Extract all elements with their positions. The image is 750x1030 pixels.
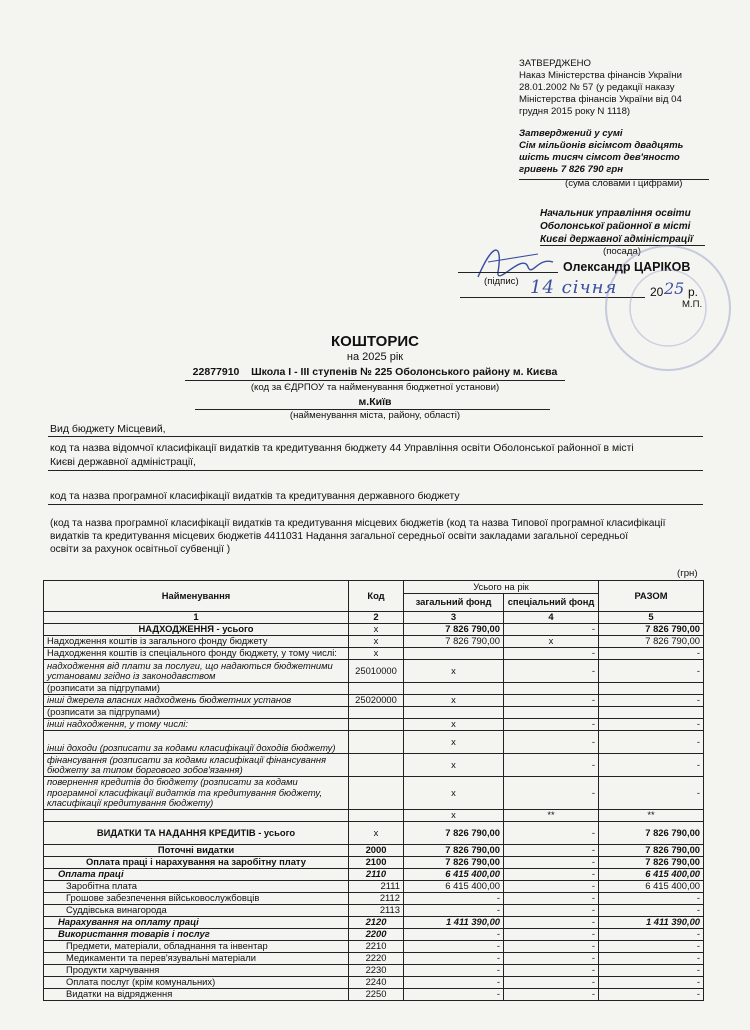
row-general: х <box>404 777 504 810</box>
unit-label: (грн) <box>677 568 698 579</box>
institution-line <box>0 366 750 378</box>
row-special: - <box>504 893 599 905</box>
row-total: 6 415 400,00 <box>599 881 704 893</box>
row-name: надходження від плати за послуги, що надаються бюджетними установами згідно із законодавством <box>44 660 349 683</box>
row-name: Оплата праці і нарахування на заробітну плату <box>44 857 349 869</box>
row-special: - <box>504 929 599 941</box>
row-code <box>349 707 404 719</box>
table-row <box>44 989 704 1001</box>
row-general: х <box>404 660 504 683</box>
row-general: 7 826 790,00 <box>404 624 504 636</box>
row-general: 7 826 790,00 <box>404 857 504 869</box>
row-total <box>599 683 704 695</box>
approval-block <box>519 58 719 176</box>
row-code <box>349 810 404 822</box>
row-name: Грошове забезпечення військовослужбовців <box>44 893 349 905</box>
row-total: 7 826 790,00 <box>599 857 704 869</box>
row-code: 2000 <box>349 845 404 857</box>
position-caption: (посада) <box>603 246 641 257</box>
budget-type: Вид бюджету Місцевий, <box>50 423 166 435</box>
row-general: - <box>404 953 504 965</box>
row-code: 2113 <box>349 905 404 917</box>
row-special: - <box>504 869 599 881</box>
row-general: - <box>404 977 504 989</box>
header-general: загальний фонд <box>404 593 504 611</box>
row-total: - <box>599 893 704 905</box>
row-total: ** <box>599 810 704 822</box>
amount-caption: (сума словами і цифрами) <box>565 178 683 189</box>
row-name: фінансування (розписати за кодами класифікації фінансування бюджету за типом боргового зобов'язання) <box>44 754 349 777</box>
row-code: 25020000 <box>349 695 404 707</box>
row-code: 2100 <box>349 857 404 869</box>
program-state: код та назва програмної класифікації видатків та кредитування державного бюджету <box>50 491 460 502</box>
table-row <box>44 636 704 648</box>
row-name: Надходження коштів із загального фонду бюджету <box>44 636 349 648</box>
row-code: 2240 <box>349 977 404 989</box>
col-number: 2 <box>349 612 404 624</box>
table-row <box>44 810 704 822</box>
table-row <box>44 941 704 953</box>
table-row <box>44 624 704 636</box>
row-name: НАДХОДЖЕННЯ - усього <box>44 624 349 636</box>
doc-subtitle: на 2025 рік <box>346 351 404 363</box>
table-row <box>44 719 704 731</box>
row-special: - <box>504 881 599 893</box>
table-row <box>44 731 704 754</box>
position-line: Києві державної адміністрації <box>540 234 693 245</box>
table-row <box>44 977 704 989</box>
row-special: - <box>504 777 599 810</box>
row-name: Продукти харчування <box>44 965 349 977</box>
row-name: Заробітна плата <box>44 881 349 893</box>
row-total: - <box>599 929 704 941</box>
table-row <box>44 965 704 977</box>
table-row <box>44 929 704 941</box>
row-special <box>504 683 599 695</box>
edrpou-code: 22877910 <box>192 366 240 378</box>
table-row <box>44 695 704 707</box>
row-name: (розписати за підгрупами) <box>44 707 349 719</box>
row-special: - <box>504 857 599 869</box>
row-general: - <box>404 941 504 953</box>
row-name: Медикаменти та перев'язувальні матеріали <box>44 953 349 965</box>
row-name: (розписати за підгрупами) <box>44 683 349 695</box>
table-header-row <box>44 581 704 594</box>
row-special: - <box>504 660 599 683</box>
row-general: х <box>404 731 504 754</box>
row-code: 2200 <box>349 929 404 941</box>
row-special: - <box>504 965 599 977</box>
row-general: - <box>404 929 504 941</box>
header-special: спеціальний фонд <box>504 593 599 611</box>
amount-words-line: Сім мільйонів вісімсот двадцять <box>519 140 684 151</box>
row-general: - <box>404 905 504 917</box>
row-special: - <box>504 822 599 845</box>
row-general: х <box>404 810 504 822</box>
row-total: 6 415 400,00 <box>599 869 704 881</box>
table-row <box>44 905 704 917</box>
estimate-table <box>43 580 704 1001</box>
row-special: - <box>504 989 599 1001</box>
row-name: інші надходження, у тому числі: <box>44 719 349 731</box>
row-name: Надходження коштів із спеціального фонду бюджету, у тому числі: <box>44 648 349 660</box>
row-name: інші джерела власних надходжень бюджетних установ <box>44 695 349 707</box>
row-total <box>599 707 704 719</box>
row-total: 7 826 790,00 <box>599 636 704 648</box>
row-general: - <box>404 965 504 977</box>
table-row <box>44 648 704 660</box>
date-handwritten: 14 січня <box>530 277 618 298</box>
row-total: 7 826 790,00 <box>599 822 704 845</box>
table-row <box>44 869 704 881</box>
approval-order-line: Наказ Міністерства фінансів України <box>519 70 682 81</box>
column-number-row <box>44 612 704 624</box>
row-special: - <box>504 754 599 777</box>
dept-line-2: Києві державної адміністрації, <box>50 457 196 468</box>
amount-words-line: гривень 7 826 790 грн <box>519 164 624 175</box>
row-general: 1 411 390,00 <box>404 917 504 929</box>
col-number: 1 <box>44 612 349 624</box>
row-total: - <box>599 660 704 683</box>
year-prefix: 20 <box>650 285 664 299</box>
program-local-line-1: (код та назва програмної класифікації видатків та кредитування місцевих бюджетів (код та назва Типової програмної класифікації <box>50 518 666 529</box>
row-name: інші доходи (розписати за кодами класифікації доходів бюджету) <box>44 731 349 754</box>
row-total: - <box>599 731 704 754</box>
row-total: - <box>599 777 704 810</box>
row-special: - <box>504 917 599 929</box>
row-general <box>404 648 504 660</box>
row-name: Нарахування на оплату праці <box>44 917 349 929</box>
table-row <box>44 857 704 869</box>
approval-title: ЗАТВЕРДЖЕНО <box>519 58 592 69</box>
program-local-line-3: освіти за рахунок освітньої субвенції ) <box>50 544 231 555</box>
row-total: - <box>599 965 704 977</box>
doc-title: КОШТОРИС <box>331 333 419 350</box>
row-special: - <box>504 624 599 636</box>
amount-words-line: шість тисяч сімсот дев'яносто <box>519 152 680 163</box>
city: м.Київ <box>358 396 392 408</box>
table-row <box>44 707 704 719</box>
row-code: 2111 <box>349 881 404 893</box>
row-name: Видатки на відрядження <box>44 989 349 1001</box>
row-total: - <box>599 941 704 953</box>
row-code: х <box>349 822 404 845</box>
col-number: 4 <box>504 612 599 624</box>
row-special: - <box>504 719 599 731</box>
table-row <box>44 917 704 929</box>
row-general: - <box>404 989 504 1001</box>
row-name: Оплата послуг (крім комунальних) <box>44 977 349 989</box>
row-name <box>44 810 349 822</box>
row-code <box>349 777 404 810</box>
row-general <box>404 707 504 719</box>
approved-sum-label: Затверджений у сумі <box>519 128 623 139</box>
row-code: 2110 <box>349 869 404 881</box>
table-row <box>44 881 704 893</box>
row-code: х <box>349 624 404 636</box>
row-name: ВИДАТКИ ТА НАДАННЯ КРЕДИТІВ - усього <box>44 822 349 845</box>
row-total: 7 826 790,00 <box>599 624 704 636</box>
table-row <box>44 683 704 695</box>
row-code <box>349 719 404 731</box>
row-name: Оплата праці <box>44 869 349 881</box>
row-general: х <box>404 695 504 707</box>
table-row <box>44 754 704 777</box>
row-code: 2112 <box>349 893 404 905</box>
row-general: х <box>404 719 504 731</box>
row-name: Використання товарів і послуг <box>44 929 349 941</box>
table-row <box>44 822 704 845</box>
table-row <box>44 777 704 810</box>
year-suffix: р. <box>688 285 699 299</box>
row-general: 6 415 400,00 <box>404 869 504 881</box>
row-code: х <box>349 636 404 648</box>
row-total: 1 411 390,00 <box>599 917 704 929</box>
row-special: - <box>504 953 599 965</box>
approval-order-line: грудня 2015 року N 1118) <box>519 106 631 117</box>
row-general: 7 826 790,00 <box>404 636 504 648</box>
header-name: Найменування <box>44 581 349 612</box>
table-row <box>44 953 704 965</box>
position-line: Начальник управління освіти <box>540 208 691 219</box>
row-special: - <box>504 977 599 989</box>
row-total: - <box>599 977 704 989</box>
row-code <box>349 731 404 754</box>
row-name: Суддівська винагорода <box>44 905 349 917</box>
row-code: 2210 <box>349 941 404 953</box>
stamp-place: М.П. <box>682 299 703 310</box>
row-code: 2230 <box>349 965 404 977</box>
row-name: Предмети, матеріали, обладнання та інвентар <box>44 941 349 953</box>
row-special: - <box>504 695 599 707</box>
row-general: - <box>404 893 504 905</box>
institution-caption: (код за ЄДРПОУ та найменування бюджетної установи) <box>250 382 500 393</box>
signatory-name: Олександр ЦАРІКОВ <box>563 260 691 274</box>
row-name: повернення кредитів до бюджету (розписати за кодами програмної класифікації видатків та кредитування бюджету, класифікації кредитування бюджету) <box>44 777 349 810</box>
row-total: - <box>599 648 704 660</box>
row-code: 2120 <box>349 917 404 929</box>
city-caption: (найменування міста, району, області) <box>289 410 461 421</box>
signature-caption: (підпис) <box>484 276 519 287</box>
institution-name: Школа І - ІІІ ступенів № 225 Оболонського району м. Києва <box>251 366 558 378</box>
table-row <box>44 845 704 857</box>
row-code <box>349 754 404 777</box>
col-number: 5 <box>599 612 704 624</box>
row-special: - <box>504 845 599 857</box>
row-special: ** <box>504 810 599 822</box>
table-row <box>44 893 704 905</box>
table-row <box>44 660 704 683</box>
approval-order-line: Міністерства фінансів України від 04 <box>519 94 682 105</box>
row-special: - <box>504 941 599 953</box>
col-number: 3 <box>404 612 504 624</box>
header-total-year: Усього на рік <box>404 581 599 594</box>
row-general: 6 415 400,00 <box>404 881 504 893</box>
row-special: х <box>504 636 599 648</box>
row-general: 7 826 790,00 <box>404 845 504 857</box>
row-code: 2220 <box>349 953 404 965</box>
row-code: 2250 <box>349 989 404 1001</box>
row-total: - <box>599 695 704 707</box>
header-total: РАЗОМ <box>599 581 704 612</box>
row-code: 25010000 <box>349 660 404 683</box>
row-special: - <box>504 905 599 917</box>
position-line: Оболонської районної в місті <box>540 221 691 232</box>
row-total: - <box>599 905 704 917</box>
dept-line-1: код та назва відомчої класифікації видатків та кредитування бюджету 44 Управління освіти Оболонської районної в місті <box>50 443 634 454</box>
row-total: - <box>599 719 704 731</box>
row-special: - <box>504 648 599 660</box>
row-code <box>349 683 404 695</box>
approval-order-line: 28.01.2002 № 57 (у редакції наказу <box>519 82 675 93</box>
row-general <box>404 683 504 695</box>
row-total: - <box>599 953 704 965</box>
year-handwritten: 25 <box>664 279 685 298</box>
program-local-line-2: видатків та кредитування місцевих бюджетів 4411031 Надання загальної середньої освіти закладами загальної середньої <box>50 531 629 542</box>
row-general: х <box>404 754 504 777</box>
header-code: Код <box>349 581 404 612</box>
row-code: х <box>349 648 404 660</box>
row-special: - <box>504 731 599 754</box>
row-total: - <box>599 754 704 777</box>
row-name: Поточні видатки <box>44 845 349 857</box>
row-special <box>504 707 599 719</box>
row-total: 7 826 790,00 <box>599 845 704 857</box>
row-general: 7 826 790,00 <box>404 822 504 845</box>
row-total: - <box>599 989 704 1001</box>
